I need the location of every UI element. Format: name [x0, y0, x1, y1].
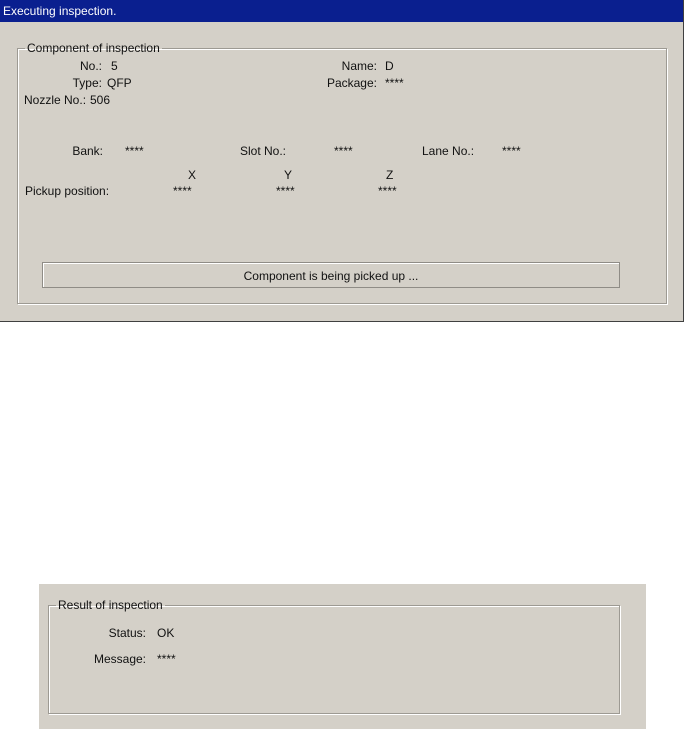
- pickup-y-header: Y: [284, 168, 293, 182]
- package-label: Package:: [326, 76, 377, 90]
- bank-label: Bank:: [72, 144, 103, 158]
- pickup-position-label: Pickup position:: [25, 184, 110, 198]
- type-label: Type:: [72, 76, 102, 90]
- no-value: 5: [111, 59, 118, 73]
- result-panel: [39, 584, 646, 729]
- pickup-x-header: X: [188, 168, 197, 182]
- dialog-title: Executing inspection.: [3, 4, 117, 18]
- inspection-dialog: [0, 0, 684, 322]
- pickup-status-message: Component is being picked up ...: [243, 269, 419, 283]
- component-of-inspection-group: [17, 41, 667, 304]
- bank-value: ****: [125, 144, 144, 158]
- slot-value: ****: [334, 144, 353, 158]
- pickup-z-header: Z: [386, 168, 394, 182]
- package-value: ****: [385, 76, 404, 90]
- slot-label: Slot No.:: [240, 144, 287, 158]
- pickup-z-value: ****: [378, 184, 397, 198]
- message-label: Message:: [93, 652, 146, 666]
- type-value: QFP: [107, 76, 132, 90]
- message-value: ****: [157, 652, 176, 666]
- status-label: Status:: [108, 626, 146, 640]
- nozzle-value: 506: [90, 93, 111, 107]
- no-label: No.:: [79, 59, 102, 73]
- name-label: Name:: [341, 59, 377, 73]
- name-value: D: [385, 59, 394, 73]
- component-group-title: Component of inspection: [27, 41, 160, 55]
- status-value: OK: [157, 626, 175, 640]
- pickup-status-box: [42, 262, 620, 288]
- dialog-title-bar: [0, 0, 683, 22]
- nozzle-label: Nozzle No.:: [24, 93, 87, 107]
- lane-label: Lane No.:: [422, 144, 475, 158]
- result-of-inspection-group: [48, 598, 620, 714]
- lane-value: ****: [502, 144, 521, 158]
- pickup-y-value: ****: [276, 184, 295, 198]
- result-group-title: Result of inspection: [58, 598, 163, 612]
- pickup-x-value: ****: [173, 184, 192, 198]
